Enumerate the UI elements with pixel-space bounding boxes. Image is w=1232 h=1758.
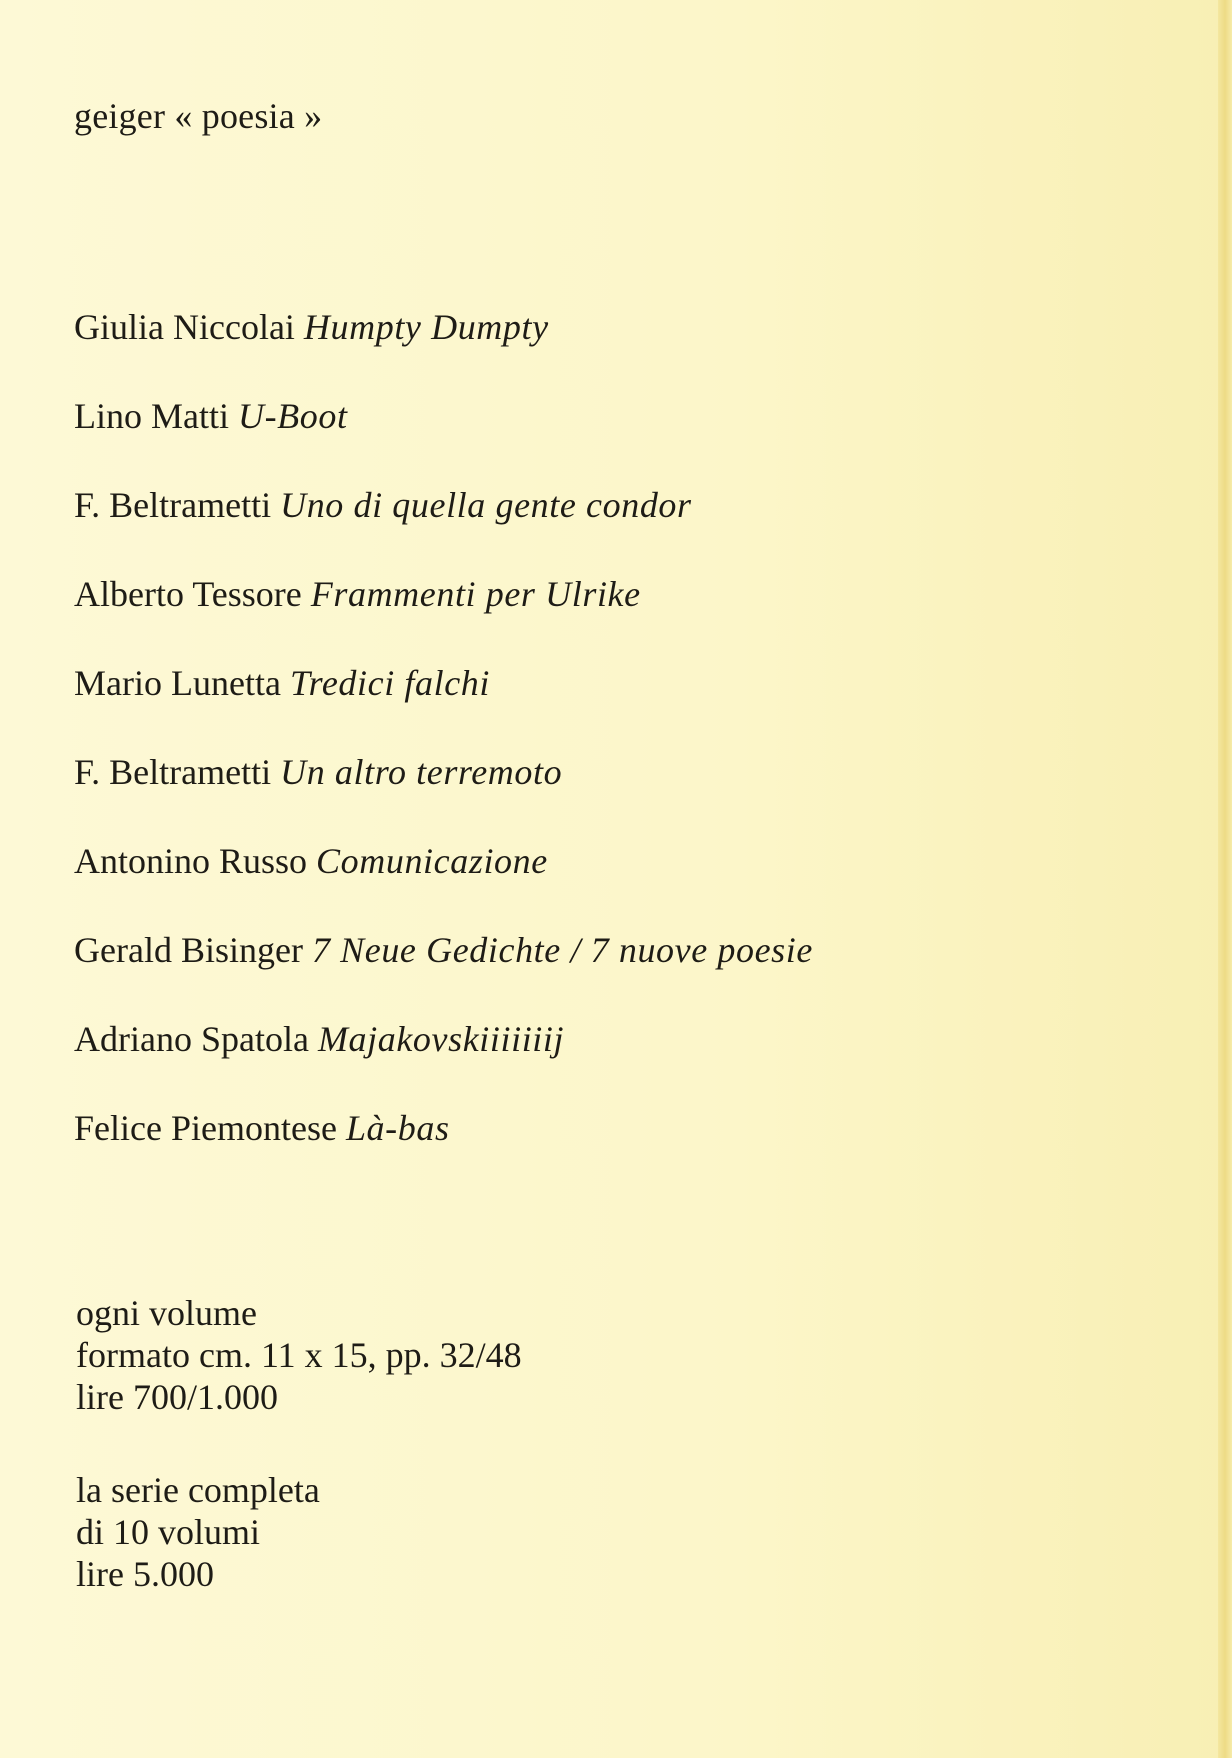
volume-price-line: lire 700/1.000 [76, 1377, 278, 1417]
author-name: Mario Lunetta [74, 663, 281, 703]
book-title: Là-bas [345, 1108, 450, 1148]
catalog-item [74, 751, 813, 840]
catalog-list [74, 306, 813, 1196]
author-name: Alberto Tessore [74, 574, 302, 614]
book-title: Majakovskiiiiiiij [317, 1019, 565, 1059]
book-title: Uno di quella gente condor [280, 485, 692, 525]
series-count-line: di 10 volumi [76, 1512, 261, 1552]
volume-info [76, 1292, 522, 1418]
author-name: Antonino Russo [74, 841, 308, 881]
catalog-item [74, 306, 813, 395]
volume-format-line: formato cm. 11 x 15, pp. 32/48 [76, 1335, 522, 1375]
author-name: F. Beltrametti [74, 752, 272, 792]
catalog-item [74, 840, 813, 929]
series-info-line: la serie completa [76, 1470, 320, 1510]
book-title: Comunicazione [316, 841, 548, 881]
book-title: Frammenti per Ulrike [310, 574, 641, 614]
volume-info-line: ogni volume [76, 1293, 257, 1333]
book-title: U-Boot [238, 396, 348, 436]
author-name: F. Beltrametti [74, 485, 272, 525]
author-name: Lino Matti [74, 396, 229, 436]
catalog-item [74, 1018, 813, 1107]
catalog-item [74, 395, 813, 484]
catalog-item [74, 573, 813, 662]
book-title: Tredici falchi [289, 663, 490, 703]
catalog-item [74, 929, 813, 1018]
author-name: Giulia Niccolai [74, 307, 295, 347]
author-name: Felice Piemontese [74, 1108, 337, 1148]
page-edge [1218, 0, 1232, 1758]
book-title: Un altro terremoto [280, 752, 563, 792]
series-price-line: lire 5.000 [76, 1554, 214, 1594]
author-name: Adriano Spatola [74, 1019, 309, 1059]
catalog-item [74, 484, 813, 573]
author-name: Gerald Bisinger [74, 930, 303, 970]
series-info [76, 1469, 320, 1595]
catalog-item [74, 662, 813, 751]
catalog-item [74, 1107, 813, 1196]
series-title: geiger « poesia » [74, 96, 323, 136]
book-title: Humpty Dumpty [303, 307, 549, 347]
book-title: 7 Neue Gedichte / 7 nuove poesie [311, 930, 813, 970]
